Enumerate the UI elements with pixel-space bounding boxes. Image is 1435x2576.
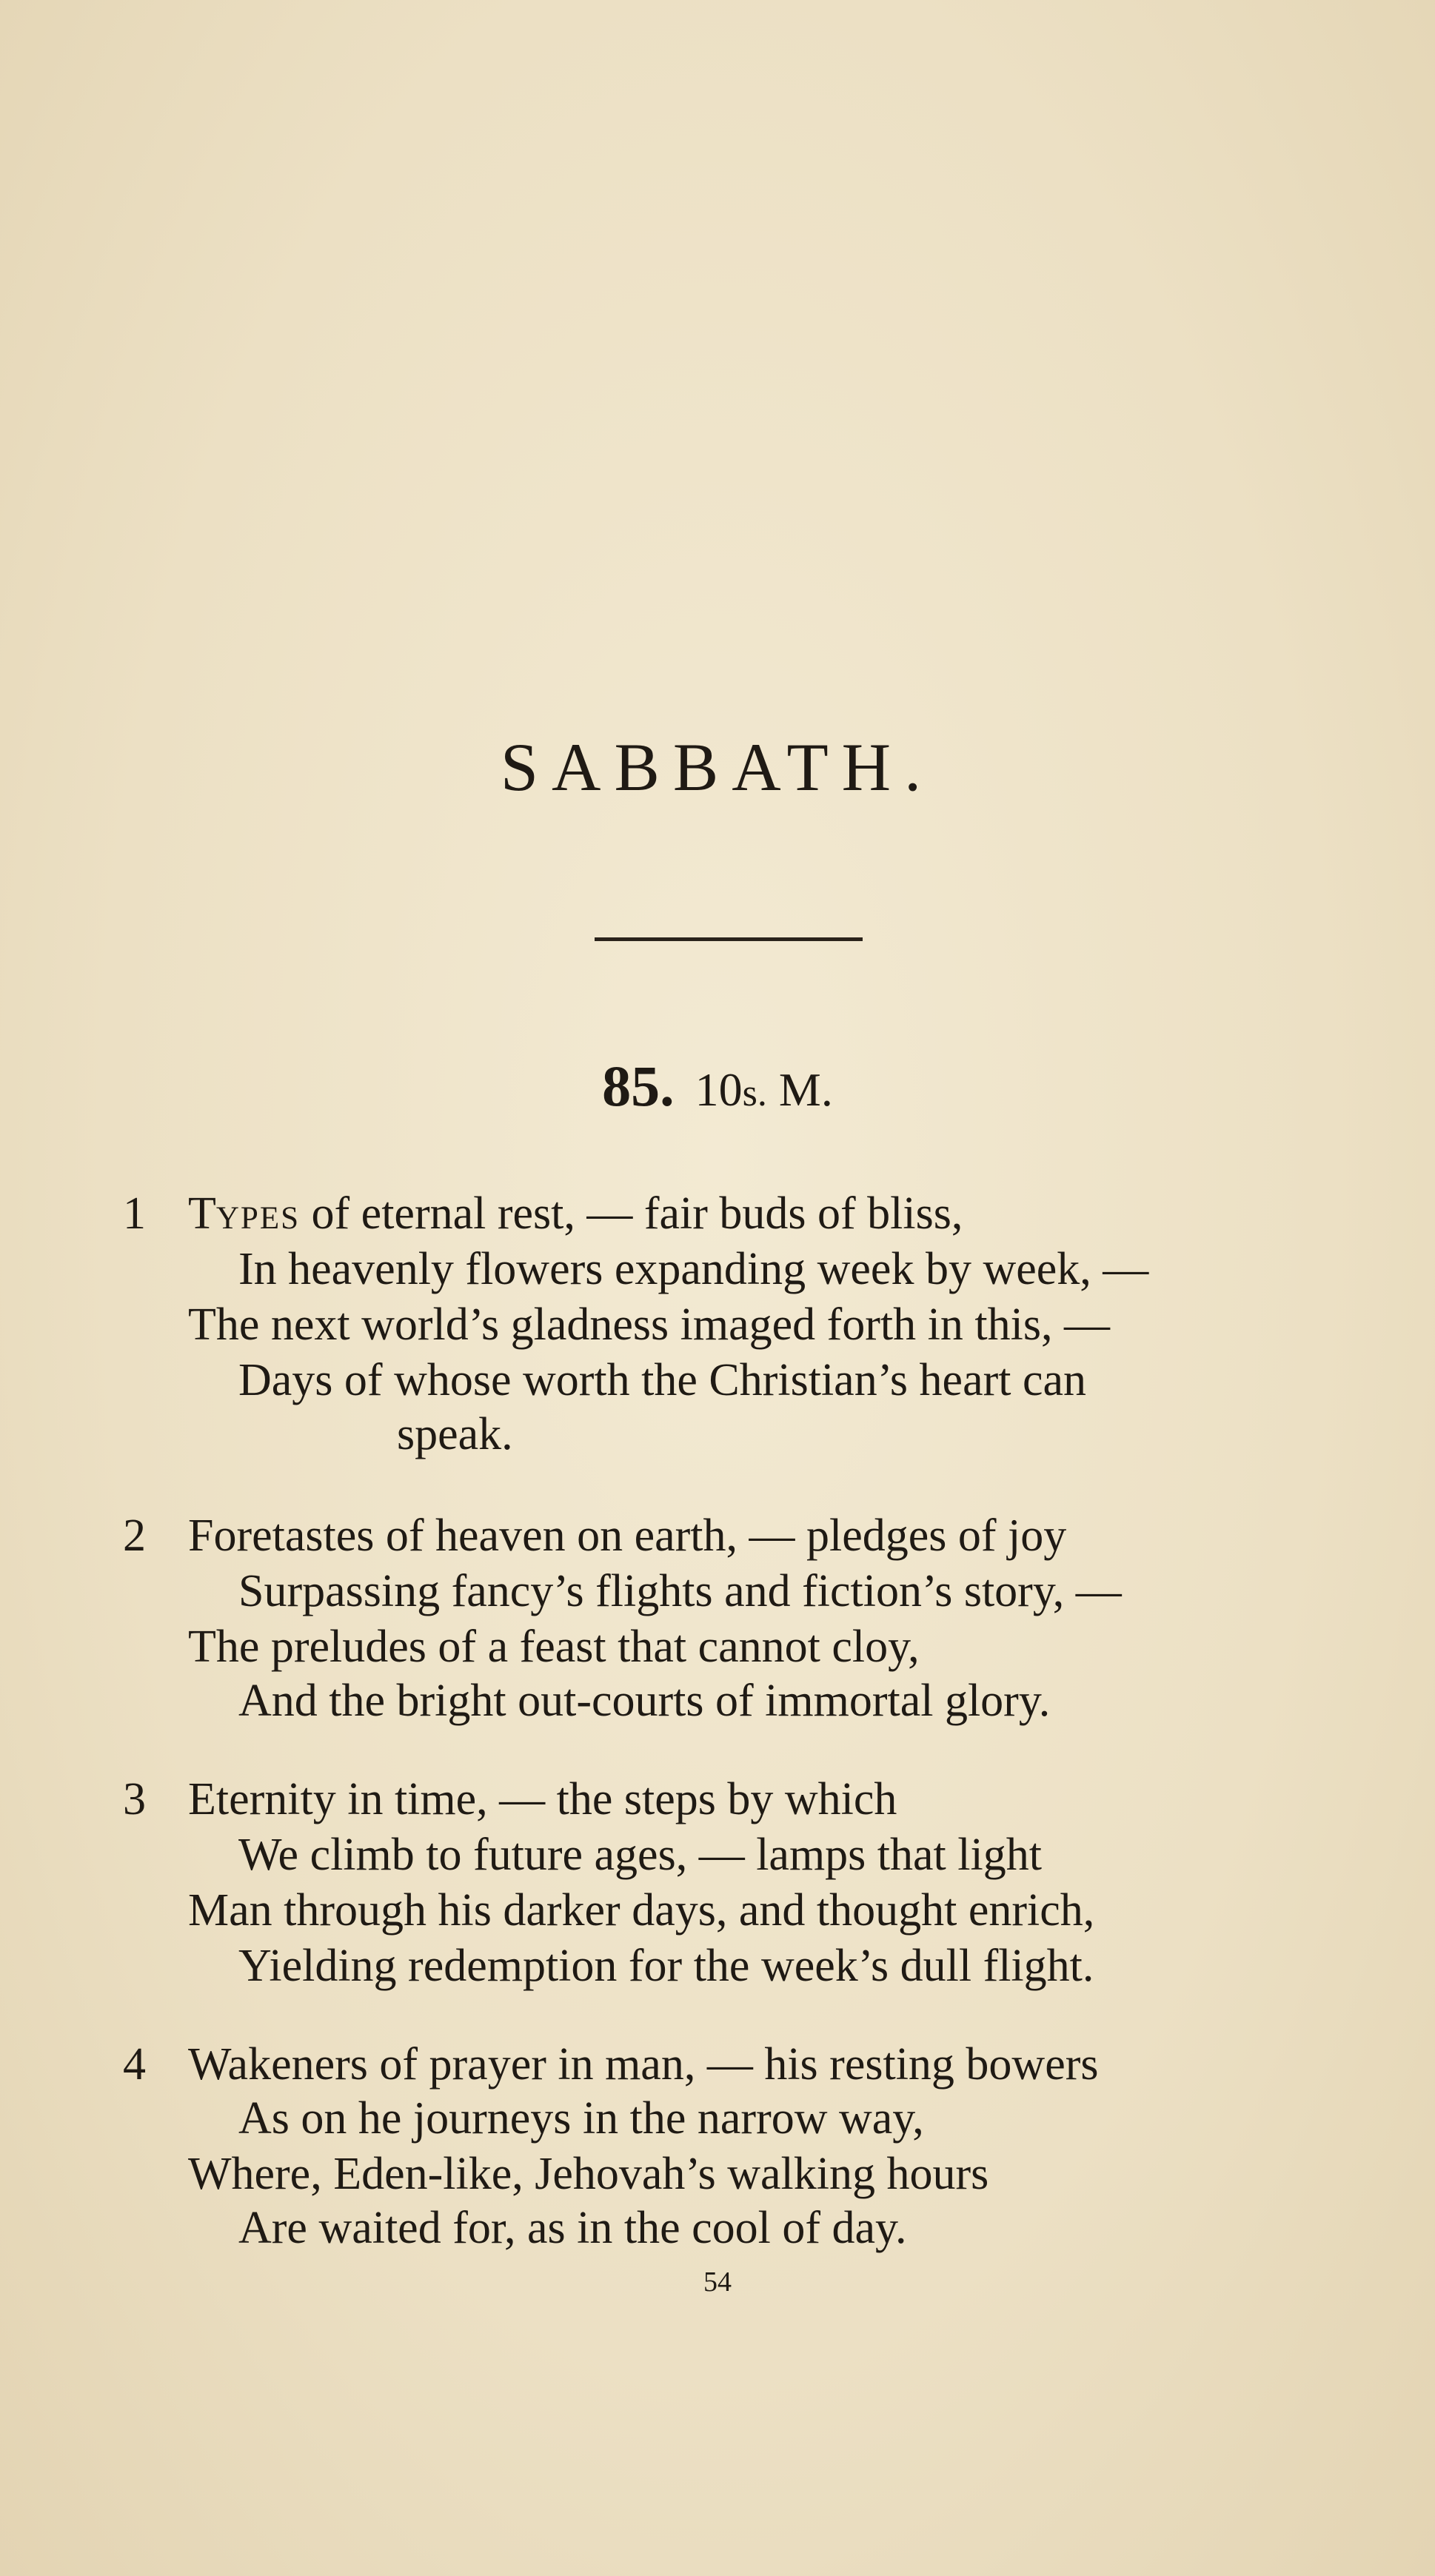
meter-number: 10 <box>695 1063 743 1116</box>
stanza-number: 3 <box>123 1774 146 1824</box>
hymn-meter <box>695 1063 833 1116</box>
stanza-line: Eternity in time, — the steps by which <box>188 1774 897 1824</box>
first-line-rest: of eternal rest, — fair buds of bliss, <box>300 1188 963 1239</box>
stanza-line: Where, Eden-like, Jehovah’s walking hours <box>188 2149 989 2199</box>
hymn-number: 85. <box>602 1054 675 1118</box>
stanza-line <box>188 1188 963 1239</box>
stanza-line: We climb to future ages, — lamps that light <box>238 1830 1042 1880</box>
stanza-line: The preludes of a feast that cannot cloy, <box>188 1622 920 1672</box>
meter-suffix: s. <box>742 1072 767 1114</box>
first-word-initial: T <box>188 1188 216 1239</box>
stanza-line: Are waited for, as in the cool of day. <box>238 2203 907 2253</box>
meter-m: M. <box>778 1063 833 1116</box>
stanza-line: Wakeners of prayer in man, — his resting bowers <box>188 2039 1099 2090</box>
stanza-line: The next world’s gladness imaged forth in this, — <box>188 1299 1110 1350</box>
stanza-line: speak. <box>397 1409 513 1459</box>
stanza-number: 1 <box>123 1188 146 1239</box>
section-title: SABBATH. <box>500 729 935 805</box>
stanza-line: In heavenly flowers expanding week by week, — <box>238 1244 1149 1294</box>
stanza-line: And the bright out-courts of immortal glory. <box>238 1676 1051 1726</box>
stanza-line: Days of whose worth the Christian’s heart can <box>238 1355 1087 1405</box>
stanza-line: Man through his darker days, and thought enrich, <box>188 1885 1095 1936</box>
stanza-number: 4 <box>123 2039 146 2090</box>
title-divider <box>595 937 863 941</box>
stanza-line: Foretastes of heaven on earth, — pledges of joy <box>188 1511 1067 1561</box>
stanza-line: As on he journeys in the narrow way, <box>238 2093 924 2144</box>
first-word-smallcaps: ypes <box>215 1188 301 1239</box>
stanza-number: 2 <box>123 1511 146 1561</box>
stanza-line: Surpassing fancy’s flights and fiction’s story, — <box>238 1566 1122 1616</box>
stanza-line: Yielding redemption for the week’s dull flight. <box>238 1941 1094 1991</box>
hymn-heading <box>0 1054 1435 1118</box>
page-number: 54 <box>703 2266 732 2298</box>
